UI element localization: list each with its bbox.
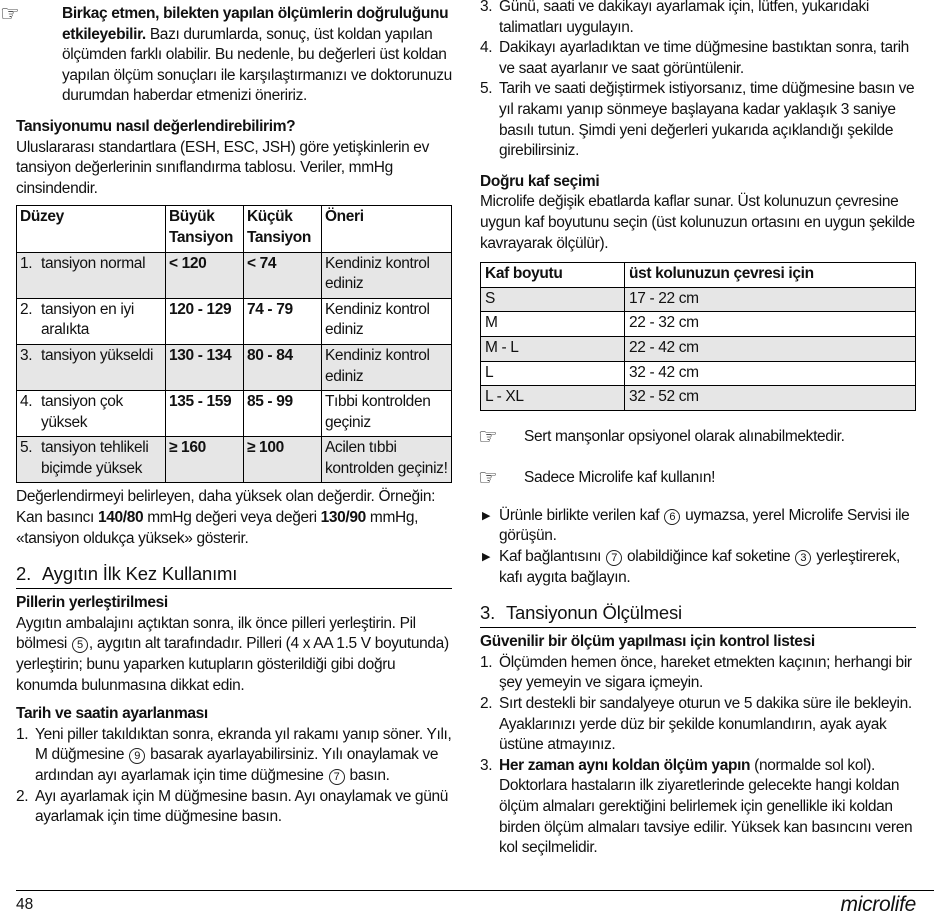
table-header-circumference: üst kolunuzun çevresi için [625,263,916,288]
checklist-heading: Güvenilir bir ölçüm yapılması için kontrol listesi [480,633,815,651]
table-row [481,336,916,361]
footer-divider [16,890,934,891]
cuff-size: S [481,287,625,312]
step-text: Yeni piller takıldıktan sonra, ekranda yıl rakamı yanıp söner. Yılı, M düğmesine [35,725,452,764]
table-row [17,298,452,344]
explanation-text: Değerlendirmeyi belirleyen, daha yüksek olan değerdir. Örneğin: Kan basıncı [16,488,436,527]
step-number: 3. [480,0,493,15]
table-row [481,312,916,337]
batteries-text [16,614,452,696]
pointing-hand-icon: ☞ [478,423,498,449]
row-systolic: 135 - 159 [165,391,243,437]
step-text: basın. [345,767,390,784]
rigid-cuffs-note [478,423,916,449]
note-text: Sadece Microlife kaf kullanın! [524,469,716,487]
note-bold-text: Birkaç etmen, bilekten yapılan ölçümlerin doğruluğunu etkileyebilir. [62,5,449,43]
section-title-text: Aygıtın İlk Kez Kullanımı [42,563,238,585]
table-row [481,386,916,411]
row-diastolic: 74 - 79 [243,298,321,344]
row-level: tansiyon yükseldi [38,344,165,390]
step-number: 5. [480,80,493,98]
datetime-steps [16,725,452,828]
step-number: 2. [16,787,29,805]
example-value-2: 130/90 [320,509,366,527]
row-diastolic: < 74 [243,252,321,298]
table-header-advice: Öneri [321,206,451,252]
row-diastolic: ≥ 100 [243,437,321,483]
note-text: Bazı durumlarda, sonuç, üst koldan yapılan ölçümden farklı olabilir. Bu nedenle, bu değerleri üst koldan yapılan ölçüm sonuçları ile karşılaştırmanızı ve doktorunuzu durumdan haberdar etmenizi öneririz. [62,25,452,105]
brand-logo: microlife [840,893,916,916]
batteries-heading: Pillerin yerleştirilmesi [16,594,168,612]
step-text: basarak ayarlayabilirsiniz. Yılı onaylamak ve ardından ayı ayarlamak için time düğmesine [35,746,439,784]
bullet-text: olabildiğince kaf soketine [623,548,795,566]
cuff-size-table [480,262,916,411]
row-number: 3. [17,344,39,390]
list-item [480,38,916,79]
row-systolic: < 120 [165,252,243,298]
example-value-1: 140/80 [97,509,144,527]
table-row [17,252,452,298]
note-text: Sert manşonlar opsiyonel olarak alınabilmektedir. [524,427,845,445]
step-text: Ayı ayarlamak için M düğmesine basın. Ayı onaylamak ve günü ayarlamak için time düğmesine basın. [35,787,449,826]
step-number: 3. [480,756,493,774]
pointing-hand-icon: ☞ [0,1,20,26]
arrow-right-icon: ▶ [482,551,491,564]
cuff-range: 17 - 22 cm [625,287,916,312]
explanation-text: mmHg, «tansiyon oldukça yüksek» gösterir. [16,509,419,547]
ref-number-icon: 6 [664,509,680,525]
cuff-size: L [481,361,625,386]
evaluate-heading: Tansiyonumu nasıl değerlendirebilirim? [16,117,296,135]
row-number: 2. [17,298,39,344]
step-number: 1. [480,653,493,671]
evaluate-text: Uluslararası standartlara (ESH, ESC, JSH) göre yetişkinlerin ev tansiyon değerlerinin sınıflandırma tablosu. Veriler, mmHg cinsindendir. [16,138,429,197]
bullet-text: Kaf bağlantısını [499,548,606,566]
ref-number-icon: 7 [329,769,345,785]
row-level: tansiyon tehlikeli biçimde yüksek [38,437,165,483]
cuff-range: 32 - 52 cm [625,386,916,411]
bullet-text: uymazsa, yerel Microlife Servisi ile görüşün. [499,506,910,545]
bullet-text: yerleştirerek, kafı aygıta bağlayın. [499,548,901,586]
table-row [17,437,452,483]
cuff-size: L - XL [481,386,625,411]
section-number: 3. [480,602,496,624]
step-text: (normalde sol kol). Doktorlara hastaların ilk ziyaretlerinde gelecekte hangi koldan ölçüm almaları gerektiğini belirlemek için genellikle iki koldan birden ölçüm almaları tavsiye edilir. Yüksek kan basıncını veren kol seçilmelidir. [499,756,913,857]
arrow-right-icon: ▶ [482,509,491,522]
datetime-heading: Tarih ve saatin ayarlanması [16,705,208,723]
table-header-cuff-size: Kaf boyutu [481,263,625,288]
list-item [480,756,916,859]
step-number: 2. [480,695,493,713]
step-text: Ölçümden hemen önce, hareket etmekten kaçının; herhangi bir şey yemeyin ve sigara içmeyin. [499,653,912,692]
table-row [17,344,452,390]
cuff-range: 32 - 42 cm [625,361,916,386]
table-row [17,391,452,437]
row-level: tansiyon normal [38,252,165,298]
row-number: 1. [17,252,39,298]
step-text: Günü, saati ve dakikayı ayarlamak için, lütfen, yukarıdaki talimatları uygulayın. [499,0,869,36]
row-systolic: 120 - 129 [165,298,243,344]
ref-number-icon: 7 [606,550,622,566]
wrist-accuracy-note [0,1,452,107]
datetime-steps-continued [480,0,916,162]
bullet-text: Ürünle birlikte verilen kaf [499,506,664,524]
row-number: 4. [17,391,39,437]
section-number: 2. [16,563,32,585]
list-item [16,725,452,787]
row-number: 5. [17,437,39,483]
cuff-range: 22 - 42 cm [625,336,916,361]
step-number: 4. [480,39,493,57]
list-item [480,653,916,694]
row-diastolic: 85 - 99 [243,391,321,437]
right-column [480,0,916,859]
row-systolic: ≥ 160 [165,437,243,483]
ref-number-icon: 3 [795,550,811,566]
row-diastolic: 80 - 84 [243,344,321,390]
section-title-text: Tansiyonun Ölçülmesi [506,602,682,624]
batteries-text-part: , aygıtın alt tarafındadır. Pilleri (4 x AA 1.5 V boyutunda) yerleştirin; bunu yaparken kutupların gösterildiği gibi doğru konumda bulunmasına dikkat edin. [16,635,449,694]
explanation-text: mmHg değeri veya değeri [143,509,321,527]
evaluation-explanation [16,487,452,549]
checklist-steps [480,653,916,859]
ref-number-icon: 9 [129,748,145,764]
step-text: Sırt destekli bir sandalyeye oturun ve 5 dakika süre ile bekleyin. Ayaklarınızı yerde düz bir şekilde konumlandırın, ayak ayak üstüne atmayınız. [499,695,912,754]
table-header-diastolic: Küçük Tansiyon [243,206,321,252]
table-row [481,287,916,312]
pointing-hand-icon: ☞ [478,465,498,491]
cuff-size: M - L [481,336,625,361]
list-item [480,79,916,161]
row-advice: Acilen tıbbi kontrolden geçiniz! [321,437,451,483]
list-item [480,694,916,756]
list-item [16,787,452,828]
cuff-range: 22 - 32 cm [625,312,916,337]
row-advice: Kendiniz kontrol ediniz [321,298,451,344]
microlife-only-note [478,465,916,491]
row-systolic: 130 - 134 [165,344,243,390]
section-3-title [480,602,916,628]
row-level: tansiyon çok yüksek [38,391,165,437]
cuff-text: Microlife değişik ebatlarda kaflar sunar. Üst kolunuzun çevresine uygun kaf boyutunu seçin (üst kolunuzun ortasını en uygun şekilde kavrayarak ölçülür). [480,193,915,252]
list-item [480,547,916,588]
step-number: 1. [16,725,29,743]
list-item [480,0,916,38]
table-header-systolic: Büyük Tansiyon [165,206,243,252]
cuff-size: M [481,312,625,337]
ref-number-icon: 5 [72,637,88,653]
cuff-heading: Doğru kaf seçimi [480,172,600,190]
row-advice: Kendiniz kontrol ediniz [321,344,451,390]
row-advice: Tıbbi kontrolden geçiniz [321,391,451,437]
table-header-level: Düzey [17,206,166,252]
section-2-title [16,563,452,589]
page-number: 48 [16,896,34,913]
batteries-text-part: Aygıtın ambalajını açtıktan sonra, ilk önce pilleri yerleştirin. Pil bölmesi [16,614,416,653]
table-row [481,361,916,386]
left-column [0,0,452,828]
step-bold-text: Her zaman aynı koldan ölçüm yapın [499,756,751,774]
row-level: tansiyon en iyi aralıkta [38,298,165,344]
blood-pressure-table [16,205,452,483]
list-item [480,506,916,547]
row-advice: Kendiniz kontrol ediniz [321,252,451,298]
step-text: Tarih ve saati değiştirmek istiyorsanız, time düğmesine basın ve yıl rakamı yanıp sönmeye başlayana kadar yaklaşık 3 saniye basılı tutun. Şimdi yeni değerleri yukarıda açıklandığı şekilde girebilirsiniz. [499,80,915,160]
step-text: Dakikayı ayarladıktan ve time düğmesine bastıktan sonra, tarih ve saat ayarlanır ve saat görüntülenir. [499,39,909,77]
